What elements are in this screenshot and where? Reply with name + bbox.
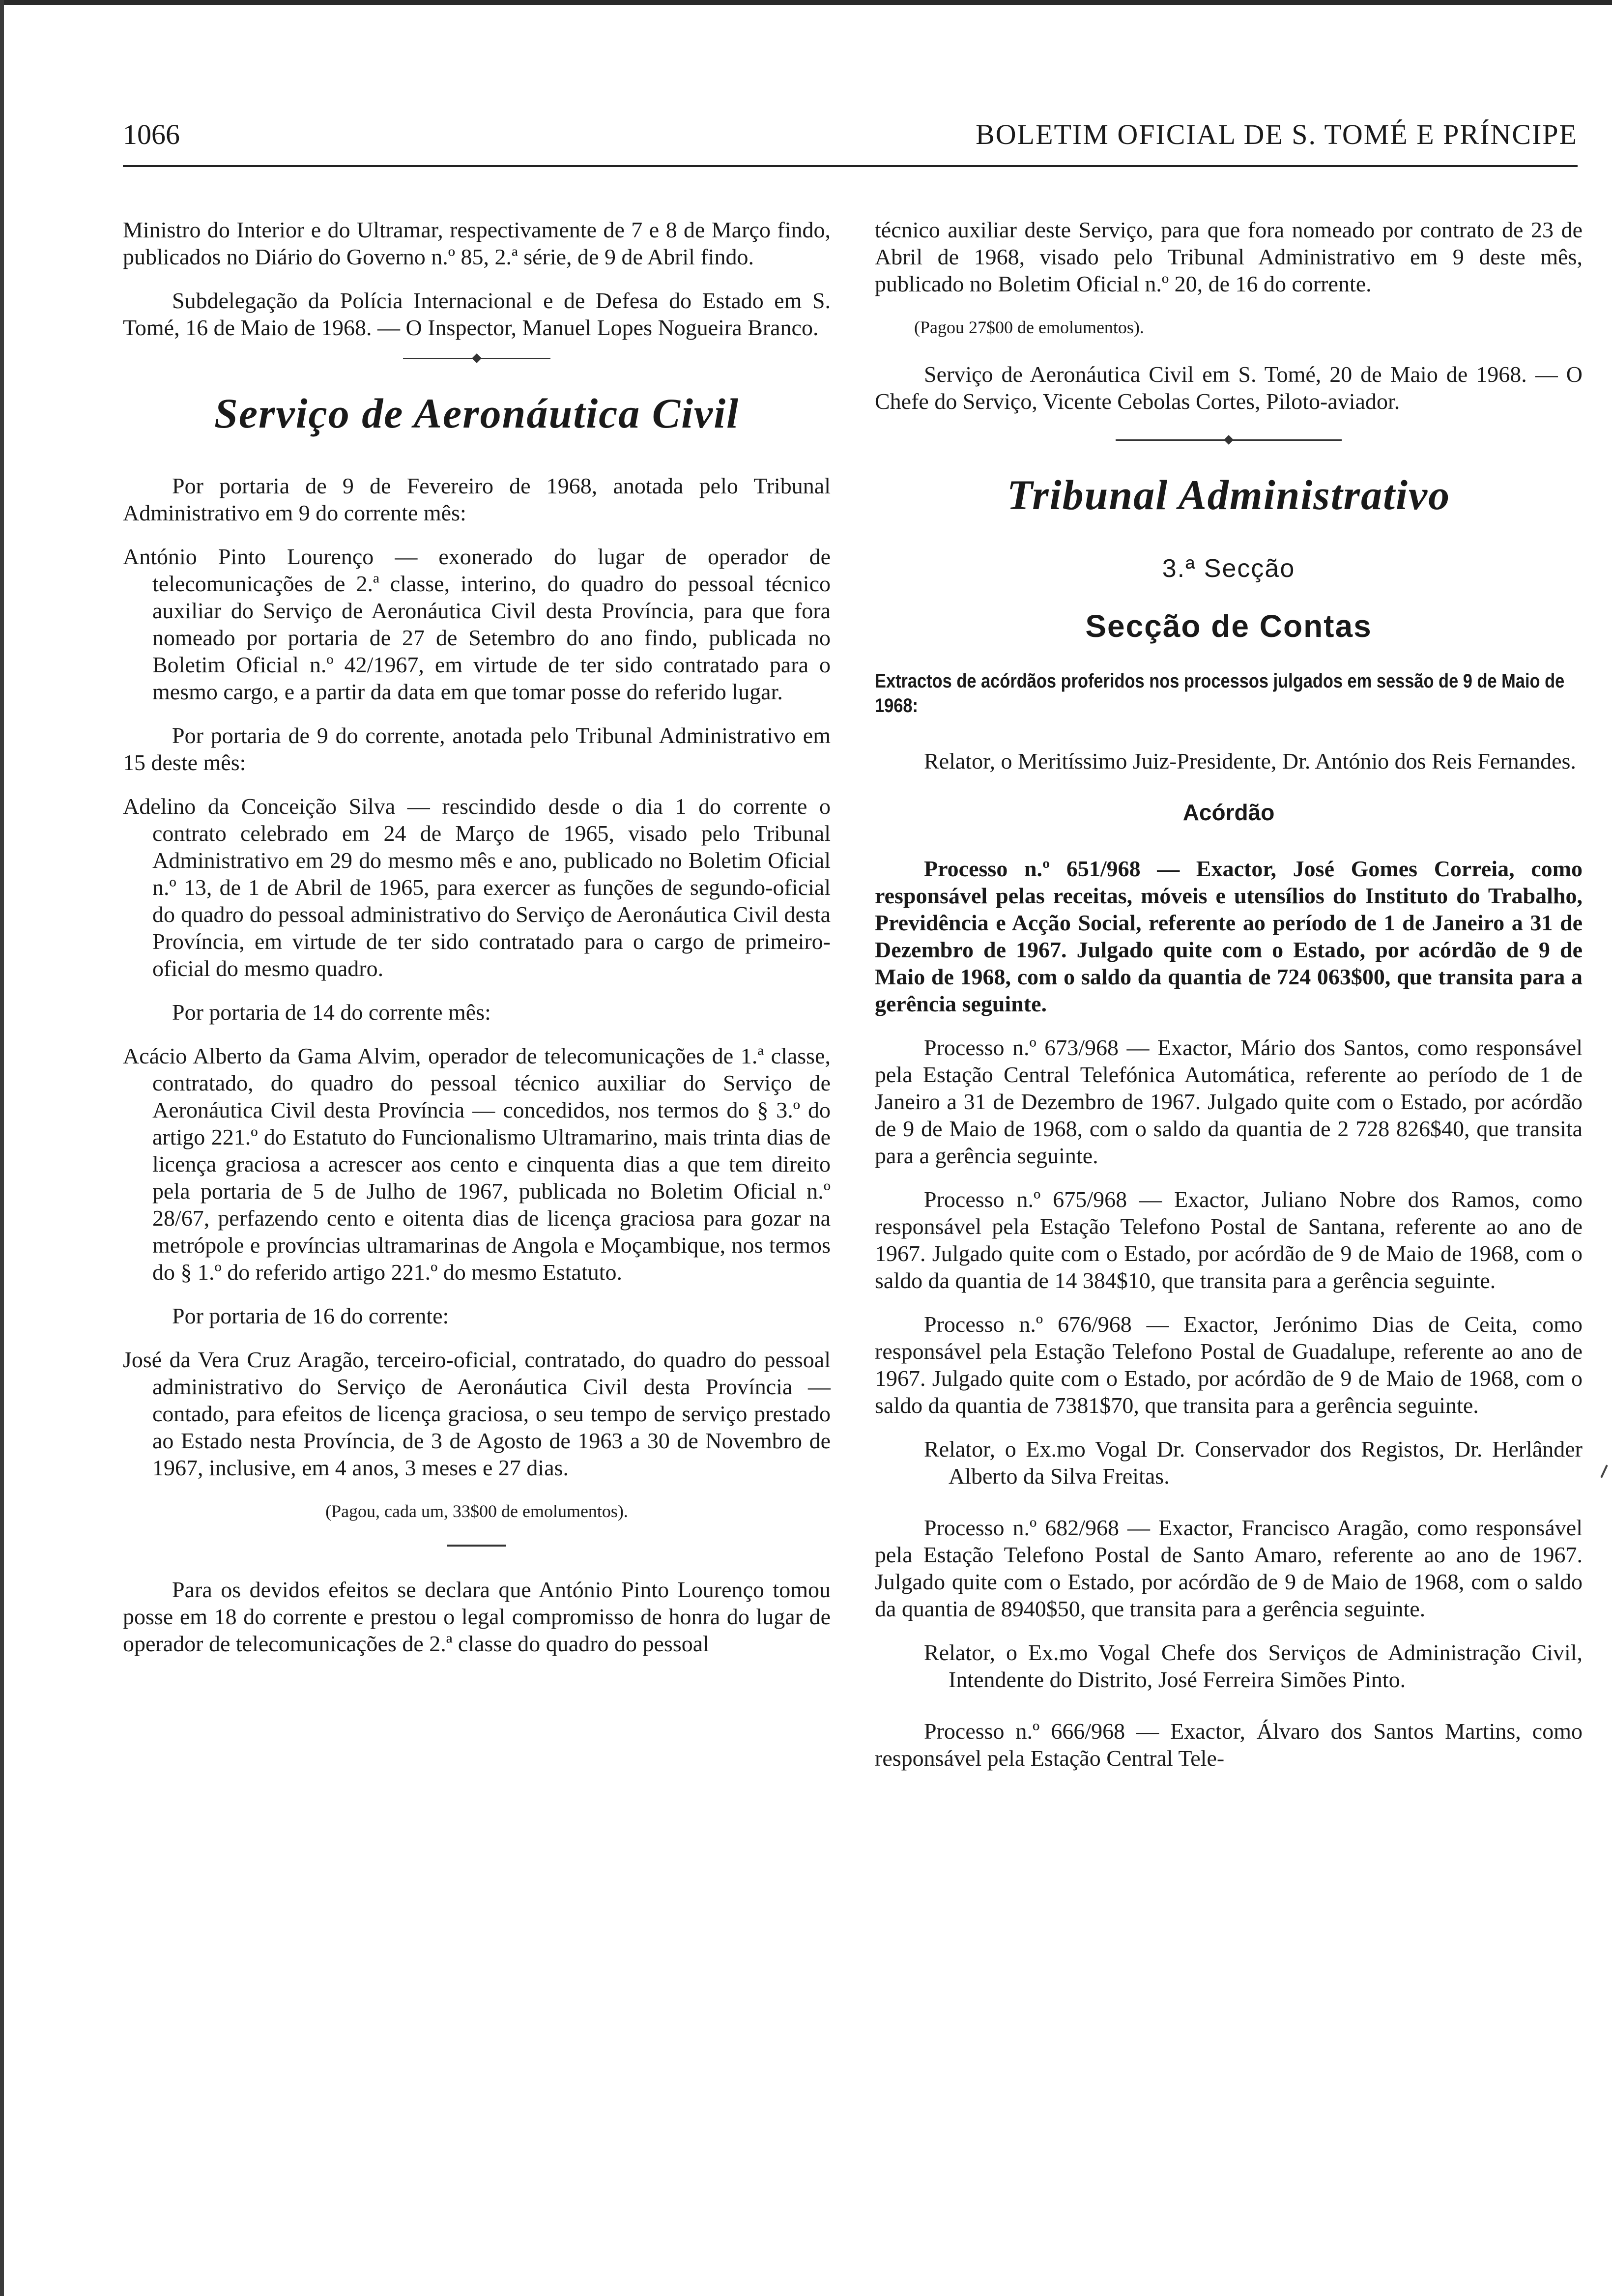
relator-line: Relator, o Ex.mo Vogal Chefe dos Serviços de Administração Civil, Intendente do Distrito, José Ferreira Simões Pinto. xyxy=(924,1640,1583,1692)
journal-title: BOLETIM OFICIAL DE S. TOMÉ E PRÍNCIPE xyxy=(976,118,1578,150)
extract-heading: Extractos de acórdãos proferidos nos processos julgados em sessão de 9 de Maio de 1968: xyxy=(875,670,1565,717)
fee-note: (Pagou, cada um, 33$00 de emolumentos). xyxy=(325,1501,628,1521)
page-number: 1066 xyxy=(123,118,180,150)
page-header xyxy=(123,118,1578,157)
paragraph: Ministro do Interior e do Ultramar, respectivamente de 7 e 8 de Março findo, publicados no Diário do Governo n.º 85, 2.ª série, de 9 de Abril findo. xyxy=(123,217,831,269)
header-rule xyxy=(123,165,1578,167)
margin-mark xyxy=(1600,1464,1608,1478)
process-entry: Processo n.º 675/968 — Exactor, Juliano Nobre dos Ramos, como responsável pela Estação Telefono Postal de Santana, referente ao ano de 1967. Julgado quite com o Estado, por acórdão de 9 de Maio de 1968, com o saldo da quantia de 14 384$10, que transita para a gerência seguinte. xyxy=(875,1187,1583,1293)
relator-line: Relator, o Meritíssimo Juiz-Presidente, Dr. António dos Reis Fernandes. xyxy=(924,748,1576,774)
paragraph: Acácio Alberto da Gama Alvim, operador de telecomunicações de 1.ª classe, contratado, do quadro do pessoal técnico auxiliar do Serviço de Aeronáutica Civil desta Província — concedidos, nos termos do § 3.º do artigo 221.º do Estatuto do Funcionalismo Ultramarino, mais trinta dias de licença graciosa a acrescer aos cento e cinquenta dias a que tem direito pela portaria de 5 de Julho de 1967, publicada no Boletim Oficial n.º 28/67, perfazendo cento e oitenta dias de licença graciosa para gozar na metrópole e províncias ultramarinas de Angola e Moçambique, nos termos do § 1.º do referido artigo 221.º do mesmo Estatuto. xyxy=(123,1043,831,1285)
section-divider xyxy=(403,358,550,359)
process-entry: Processo n.º 666/968 — Exactor, Álvaro dos Santos Martins, como responsável pela Estação Central Tele- xyxy=(875,1719,1583,1771)
short-divider xyxy=(447,1545,506,1547)
acordao-heading: Acórdão xyxy=(1182,800,1275,825)
subsection-title: 3.ª Secção xyxy=(1162,554,1295,583)
paragraph: José da Vera Cruz Aragão, terceiro-oficial, contratado, do quadro do pessoal administrativo do Serviço de Aeronáutica Civil desta Província — contado, para efeitos de licença graciosa, o seu tempo de serviço prestado ao Estado nesta Província, de 3 de Agosto de 1963 a 30 de Novembro de 1967, inclusive, em 4 anos, 3 meses e 27 dias. xyxy=(123,1347,831,1480)
process-entry: Processo n.º 676/968 — Exactor, Jerónimo Dias de Ceita, como responsável pela Estação Telefono Postal de Guadalupe, referente ao ano de 1967. Julgado quite com o Estado, por acórdão de 9 de Maio de 1968, com o saldo da quantia de 7381$70, que transita para a gerência seguinte. xyxy=(875,1312,1583,1418)
process-entry: Processo n.º 673/968 — Exactor, Mário dos Santos, como responsável pela Estação Central Telefónica Automática, referente ao período de 1 de Janeiro a 31 de Dezembro de 1967. Julgado quite com o Estado, por acórdão de 9 de Maio de 1968, com o saldo da quantia de 2 728 826$40, que transita para a gerência seguinte. xyxy=(875,1035,1583,1168)
process-entry: Processo n.º 682/968 — Exactor, Francisco Aragão, como responsável pela Estação Telefono Postal de Santo Amaro, referente ao ano de 1967. Julgado quite com o Estado, por acórdão de 9 de Maio de 1968, com o saldo da quantia de 8940$50, que transita para a gerência seguinte. xyxy=(875,1515,1583,1621)
section-title-tribunal: Tribunal Administrativo xyxy=(1007,471,1451,518)
right-column xyxy=(875,216,1583,1788)
section-divider xyxy=(1116,439,1342,441)
paragraph: Por portaria de 9 do corrente, anotada pelo Tribunal Administrativo em 15 deste mês: xyxy=(123,723,831,775)
paragraph: Adelino da Conceição Silva — rescindido desde o dia 1 do corrente o contrato celebrado em 24 de Março de 1965, visado pelo Tribunal Administrativo em 29 do mesmo mês e ano, publicado no Boletim Oficial n.º 13, de 1 de Abril de 1965, para exercer as funções de segundo-oficial do quadro do pessoal administrativo do Serviço de Aeronáutica Civil desta Província, em virtude de ter sido contratado para o cargo de primeiro-oficial do mesmo quadro. xyxy=(123,794,831,981)
fee-note: (Pagou 27$00 de emolumentos). xyxy=(914,317,1144,337)
subsection-title-contas: Secção de Contas xyxy=(1085,608,1372,644)
scan-edge-top xyxy=(0,0,1612,5)
paragraph: Subdelegação da Polícia Internacional e de Defesa do Estado em S. Tomé, 16 de Maio de 1968. — O Inspector, Manuel Lopes Nogueira Branco. xyxy=(123,288,831,340)
paragraph: Por portaria de 9 de Fevereiro de 1968, anotada pelo Tribunal Administrativo em 9 do corrente mês: xyxy=(123,473,831,525)
relator-line: Relator, o Ex.mo Vogal Dr. Conservador dos Registos, Dr. Herlânder Alberto da Silva Freitas. xyxy=(924,1436,1583,1489)
paragraph: Por portaria de 14 do corrente mês: xyxy=(172,1000,491,1025)
paragraph: António Pinto Lourenço — exonerado do lugar de operador de telecomunicações de 2.ª classe, interino, do quadro do pessoal técnico auxiliar do Serviço de Aeronáutica Civil desta Província, para que fora nomeado por portaria de 27 de Setembro do ano findo, publicada no Boletim Oficial n.º 42/1967, em virtude de ter sido contratado para o mesmo cargo, e a partir da data em que tomar posse do referido lugar. xyxy=(123,544,831,704)
paragraph: Por portaria de 16 do corrente: xyxy=(172,1303,449,1328)
paragraph: técnico auxiliar deste Serviço, para que fora nomeado por contrato de 23 de Abril de 1968, visado pelo Tribunal Administrativo em 9 deste mês, publicado no Boletim Oficial n.º 20, de 16 do corrente. xyxy=(875,217,1583,296)
left-column xyxy=(123,216,831,1674)
section-title-aeronautica: Serviço de Aeronáutica Civil xyxy=(214,390,739,437)
paragraph: Serviço de Aeronáutica Civil em S. Tomé, 20 de Maio de 1968. — O Chefe do Serviço, Vicente Cebolas Cortes, Piloto-aviador. xyxy=(875,362,1583,414)
scan-edge-left xyxy=(0,0,4,2296)
paragraph: Para os devidos efeitos se declara que António Pinto Lourenço tomou posse em 18 do corrente e prestou o legal compromisso de honra do lugar de operador de telecomunicações de 2.ª classe do quadro do pessoal xyxy=(123,1577,831,1656)
process-entry: Processo n.º 651/968 — Exactor, José Gomes Correia, como responsável pelas receitas, móveis e utensílios do Instituto do Trabalho, Previdência e Acção Social, referente ao período de 1 de Janeiro a 31 de Dezembro de 1967. Julgado quite com o Estado, por acórdão de 9 de Maio de 1968, com o saldo da quantia de 724 063$00, que transita para a gerência seguinte. xyxy=(875,856,1583,1016)
